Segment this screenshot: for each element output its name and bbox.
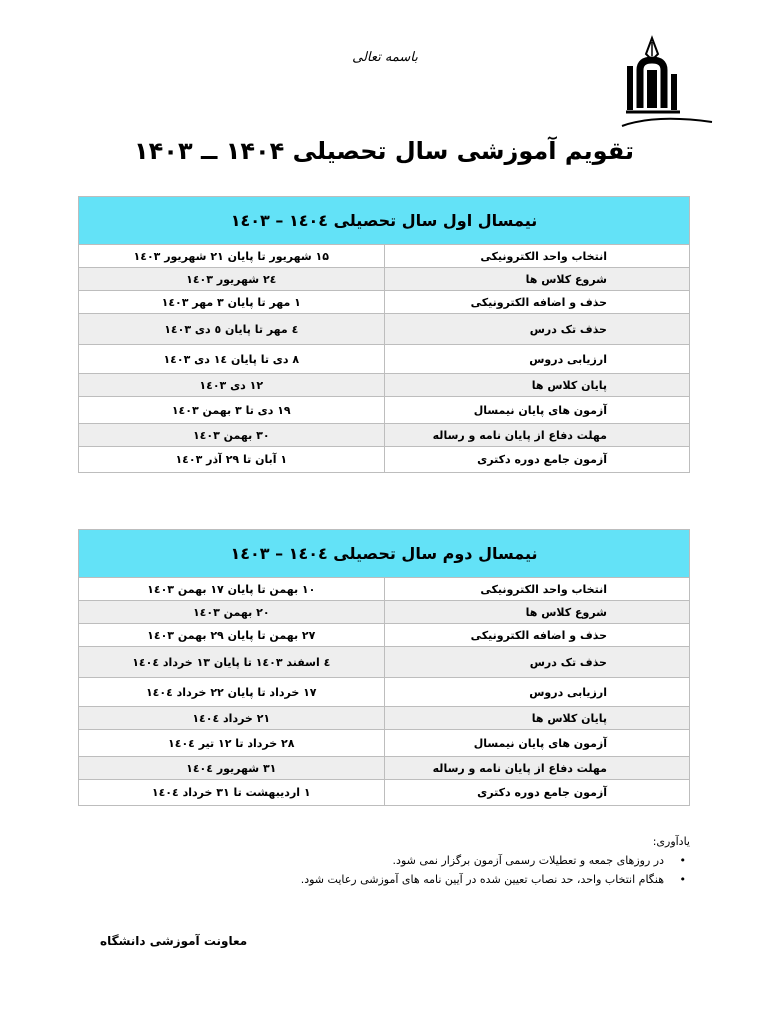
table-row — [79, 730, 690, 757]
event-cell: انتخاب واحد الکترونیکی — [384, 578, 690, 601]
table-row — [79, 424, 690, 447]
date-cell: ۳۰ بهمن ۱٤٠۳ — [79, 424, 385, 447]
date-cell: ۱ آبان تا ۲۹ آذر ۱٤٠۳ — [79, 447, 385, 473]
date-cell: ۱۹ دی تا ۳ بهمن ۱٤٠۳ — [79, 397, 385, 424]
event-cell: شروع کلاس ها — [384, 601, 690, 624]
event-cell: مهلت دفاع از پایان نامه و رساله — [384, 757, 690, 780]
table-row — [79, 678, 690, 707]
date-cell: ۱ مهر تا پایان ۳ مهر ۱٤٠۳ — [79, 291, 385, 314]
basmala: باسمه تعالی — [352, 50, 418, 65]
event-cell: حذف و اضافه الکترونیکی — [384, 291, 690, 314]
date-cell: ٤ اسفند ۱٤٠۳ تا پایان ۱۳ خرداد ۱٤٠٤ — [79, 647, 385, 678]
event-cell: آزمون های پایان نیمسال — [384, 730, 690, 757]
semester2-table — [78, 529, 690, 806]
event-cell: انتخاب واحد الکترونیکی — [384, 245, 690, 268]
semester2-rows — [79, 578, 690, 806]
event-cell: ارزیابی دروس — [384, 678, 690, 707]
date-cell: ۱۲ دی ۱٤٠۳ — [79, 374, 385, 397]
note-text: هنگام انتخاب واحد، حد نصاب تعیین شده در آیین نامه های آموزشی رعایت شود. — [300, 873, 664, 886]
table-row — [79, 374, 690, 397]
bullet-icon: • — [679, 854, 686, 867]
table-row — [79, 757, 690, 780]
date-cell: ۲٠ بهمن ۱٤٠۳ — [79, 601, 385, 624]
table-row — [79, 707, 690, 730]
note-item — [200, 854, 686, 867]
date-cell: ۲۱ خرداد ۱٤٠٤ — [79, 707, 385, 730]
event-cell: حذف و اضافه الکترونیکی — [384, 624, 690, 647]
event-cell: پایان کلاس ها — [384, 374, 690, 397]
event-cell: ارزیابی دروس — [384, 345, 690, 374]
date-cell: ۲۸ خرداد تا ۱۲ تیر ۱٤٠٤ — [79, 730, 385, 757]
event-cell: آزمون جامع دوره دکتری — [384, 780, 690, 806]
table-row — [79, 314, 690, 345]
date-cell: ۱۷ خرداد تا پایان ۲۲ خرداد ۱٤٠٤ — [79, 678, 385, 707]
table-row — [79, 268, 690, 291]
event-cell: مهلت دفاع از پایان نامه و رساله — [384, 424, 690, 447]
table-row — [79, 291, 690, 314]
date-cell: ۱ اردیبهشت تا ۳۱ خرداد ۱٤٠٤ — [79, 780, 385, 806]
table-row — [79, 601, 690, 624]
event-cell: شروع کلاس ها — [384, 268, 690, 291]
event-cell: آزمون های پایان نیمسال — [384, 397, 690, 424]
date-cell: ۱٠ بهمن تا پایان ۱۷ بهمن ۱٤٠۳ — [79, 578, 385, 601]
event-cell: آزمون جامع دوره دکتری — [384, 447, 690, 473]
semester2-title: نیمسال دوم سال تحصیلی ۱٤٠٤ – ۱٤٠۳ — [79, 530, 690, 578]
semester1-title: نیمسال اول سال تحصیلی ۱٤٠٤ – ۱٤٠۳ — [79, 197, 690, 245]
table-row — [79, 397, 690, 424]
table-row — [79, 624, 690, 647]
date-cell: ۲٤ شهریور ۱٤٠۳ — [79, 268, 385, 291]
event-cell: حذف تک درس — [384, 647, 690, 678]
page-title: تقویم آموزشی سال تحصیلی ۱۴۰۴ ــ ۱۴۰۳ — [134, 137, 634, 165]
date-cell: ۱۵ شهریور تا پایان ۲۱ شهریور ۱٤٠۳ — [79, 245, 385, 268]
date-cell: ٤ مهر تا پایان ٥ دی ۱٤٠۳ — [79, 314, 385, 345]
event-cell: پایان کلاس ها — [384, 707, 690, 730]
note-item — [200, 873, 686, 886]
table-row — [79, 245, 690, 268]
date-cell: ۳۱ شهریور ۱٤٠٤ — [79, 757, 385, 780]
university-logo — [600, 30, 725, 140]
table-row — [79, 578, 690, 601]
date-cell: ۸ دی تا پایان ۱٤ دی ۱٤٠۳ — [79, 345, 385, 374]
table-row — [79, 647, 690, 678]
signature: معاونت آموزشی دانشگاه — [100, 934, 248, 948]
note-text: در روزهای جمعه و تعطیلات رسمی آزمون برگزار نمی شود. — [392, 854, 664, 867]
table-row — [79, 345, 690, 374]
bullet-icon: • — [679, 873, 686, 886]
semester1-rows — [79, 245, 690, 473]
notes-section — [200, 835, 690, 892]
event-cell: حذف تک درس — [384, 314, 690, 345]
table-row — [79, 780, 690, 806]
semester1-table — [78, 196, 690, 473]
notes-title: یادآوری: — [652, 835, 690, 848]
table-row — [79, 447, 690, 473]
date-cell: ۲۷ بهمن تا پایان ۲۹ بهمن ۱٤٠۳ — [79, 624, 385, 647]
notes-list — [200, 854, 690, 886]
